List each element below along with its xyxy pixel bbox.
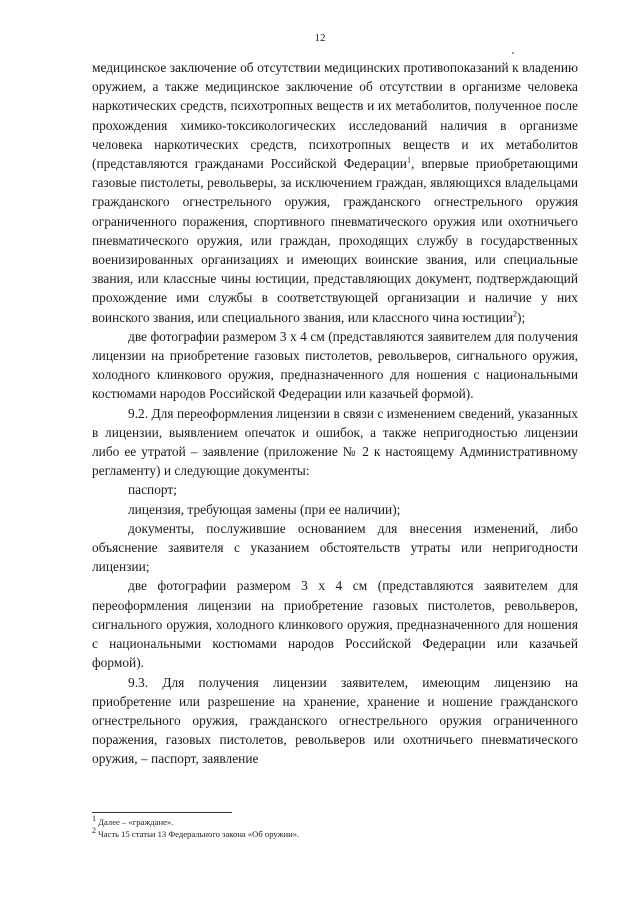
paragraph-text: ); (516, 309, 526, 325)
document-body (92, 58, 578, 769)
footnote-text: Часть 15 статьи 13 Федерального закона «Об оружии». (96, 829, 300, 839)
footnote-mark: 1 (92, 814, 96, 824)
paragraph-passport: паспорт; (128, 482, 178, 498)
page-number: 12 (314, 32, 326, 44)
footnote-divider (92, 812, 232, 813)
paragraph-photos: две фотографии размером 3 х 4 см (представляются заявителем для получения лицензии на приобретение газовых пистолетов, револьверов, сигнального оружия, холодного клинкового оружия, предназначенного для ношения с национальными костюмами народов Российской Федерации или казачьей формой). (92, 328, 578, 402)
paragraph-text: , впервые приобретающими газовые пистолеты, револьверы, за исключением граждан, являющихся владельцами гражданского огнестрельного оружия, гражданского огнестрельного оружия ограниченного поражения, спортивного пневматического оружия или охотничьего пневматического оружия, или граждан, проходящих службу в государственных военизированных организациях и имеющих воинские звания, или специальные звания, или классные чины юстиции, представляющих документ, подтверждающий прохождение ими службы в соответствующей организации и наличие у них воинского звания, или специального звания, или классного чина юстиции (92, 156, 579, 325)
paragraph-photos-reissue: две фотографии размером 3 х 4 см (представляются заявителем для переоформления лицензии на приобретение газовых пистолетов, револьверов, сигнального оружия, холодного клинкового оружия, предназначенного для ношения с национальными костюмами народов Российской Федерации или казачьей формой). (92, 578, 578, 671)
paragraph-documents: документы, послужившие основанием для внесения изменений, либо объяснение заявителя с указанием обстоятельств утраты или непригодности лицензии; (92, 520, 578, 575)
footnote-text: Далее – «граждане». (96, 817, 174, 827)
scan-speck (512, 52, 514, 54)
footnotes (92, 812, 578, 840)
footnote-ref-2[interactable]: 2 (512, 309, 517, 319)
paragraph-text: медицинское заключение об отсутствии медицинских противопоказаний к владению оружием, а также медицинское заключение об отсутствии в организме человека наркотических средств, психотропных веществ и их метаболитов, полученное после прохождения химико-токсикологических исследований наличия в организме человека наркотических средств, психотропных веществ и их метаболитов (представляются гражданами Российской Федерации (92, 60, 578, 172)
footnote-ref-1[interactable]: 1 (406, 155, 411, 165)
footnote-2 (92, 828, 578, 840)
paragraph-9-2: 9.2. Для переоформления лицензии в связи с изменением сведений, указанных в лицензии, выявлением опечаток и ошибок, а также непригодностью лицензии либо ее утратой – заявление (приложение № 2 к настоящему Административному регламенту) и следующие документы: (92, 405, 578, 479)
paragraph-license-replacement: лицензия, требующая замены (при ее наличии); (128, 501, 401, 517)
footnote-mark: 2 (92, 826, 96, 836)
footnote-1 (92, 816, 578, 828)
paragraph-medical-certificate (92, 58, 578, 327)
paragraph-9-3: 9.3. Для получения лицензии заявителем, имеющим лицензию на приобретение или разрешение на хранение, хранение и ношение гражданского огнестрельного оружия, гражданского огнестрельного оружия ограниченного поражения, газовых пистолетов, револьверов или охотничьего пневматического оружия, – паспорт, заявление (92, 674, 578, 767)
